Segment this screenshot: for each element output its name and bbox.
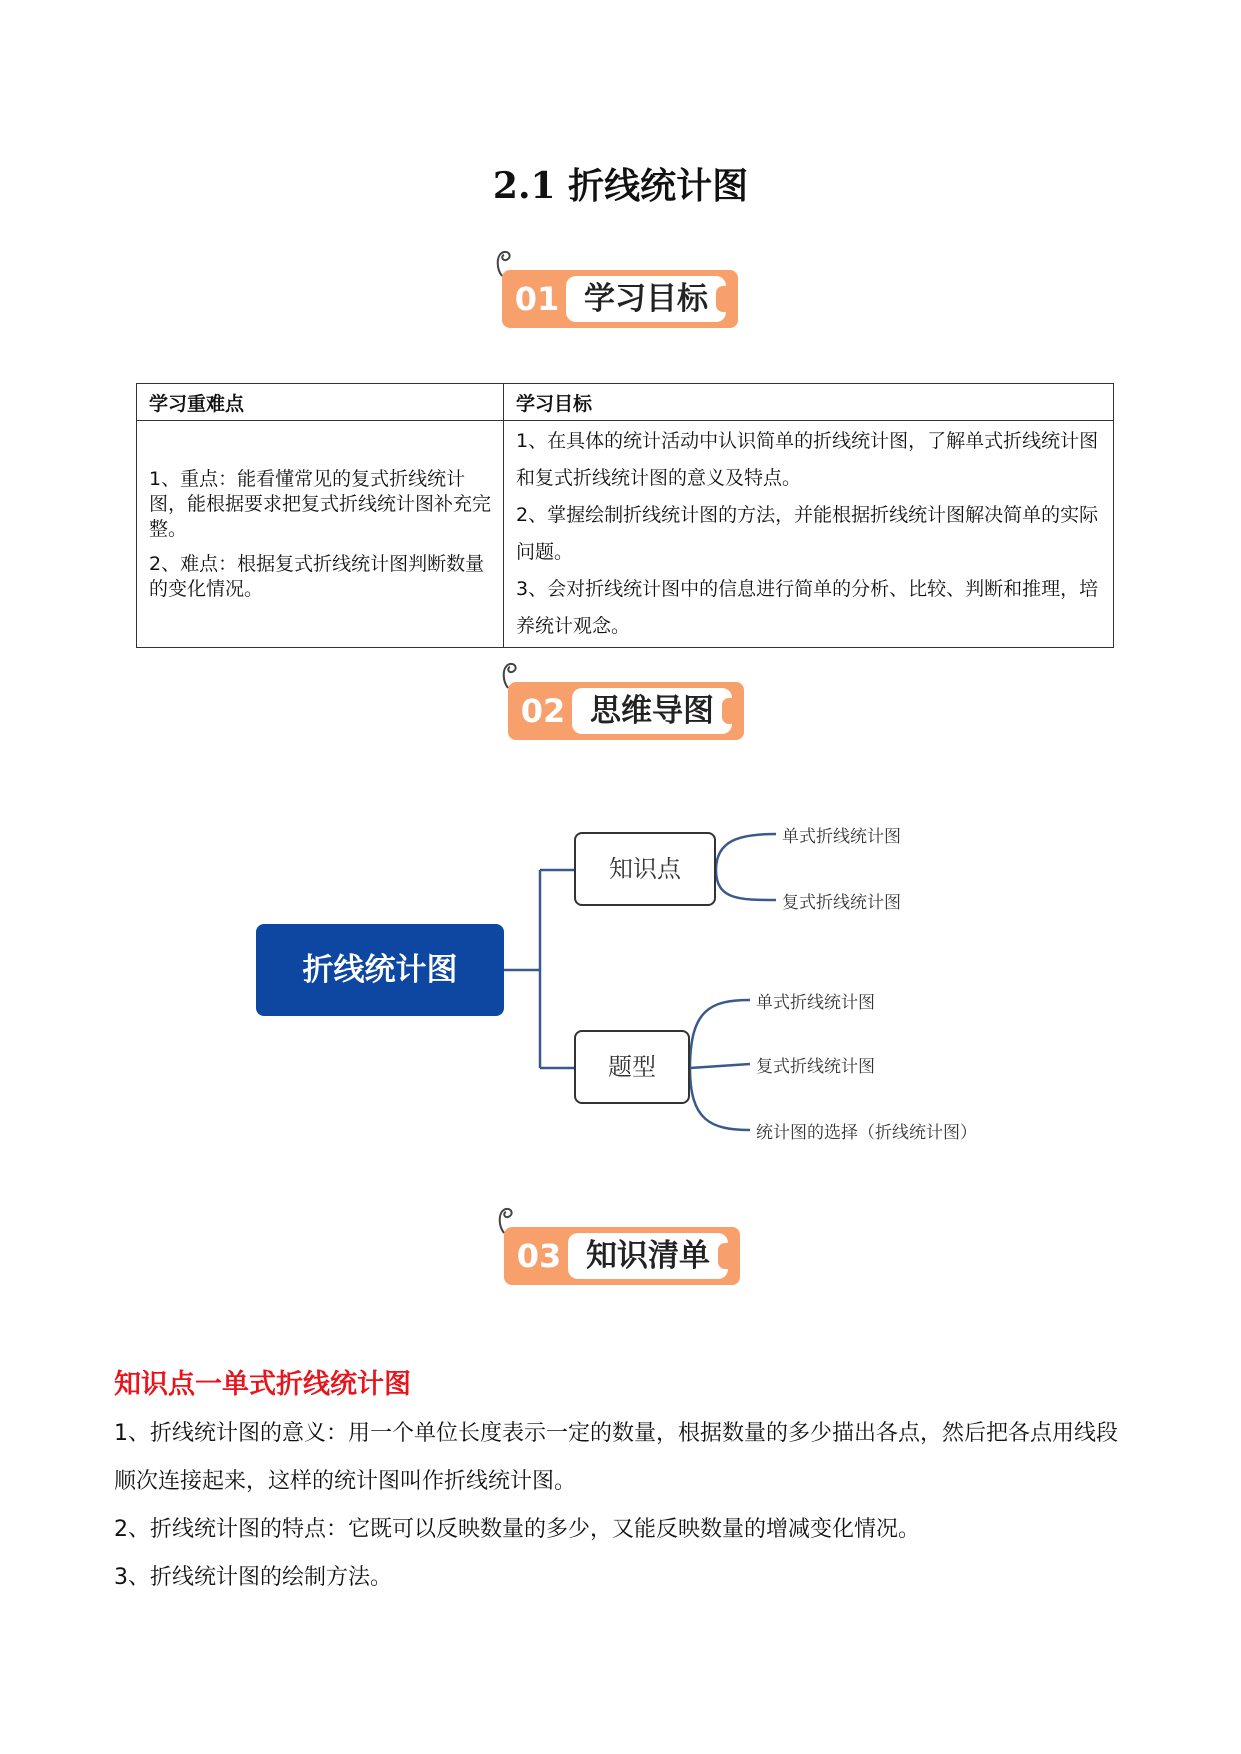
section-number: 02 — [520, 692, 566, 730]
section-number: 01 — [514, 280, 560, 318]
page-title: 2.1 折线统计图 — [492, 165, 749, 207]
mind-map-leaf: 统计图的选择（折线统计图） — [756, 1123, 977, 1143]
section-label: 学习目标 — [566, 276, 726, 322]
mind-map-branch-question-types: 题型 — [574, 1030, 690, 1104]
section-number: 03 — [516, 1237, 562, 1275]
mind-map-leaf: 复式折线统计图 — [782, 893, 901, 913]
objective-item: 1、在具体的统计活动中认识简单的折线统计图，了解单式折线统计图和复式折线统计图的意义及特点。 — [516, 430, 1099, 489]
knowledge-heading: 知识点一单式折线统计图 — [114, 1369, 411, 1400]
mind-map-leaf: 单式折线统计图 — [782, 827, 901, 847]
table-header-key-points: 学习重难点 — [137, 384, 504, 421]
knowledge-item: 2、折线统计图的特点：它既可以反映数量的多少，又能反映数量的增减变化情况。 — [114, 1517, 920, 1542]
mind-map-root: 折线统计图 — [256, 924, 504, 1016]
key-point-item: 1、重点：能看懂常见的复式折线统计图，能根据要求把复式折线统计图补充完整。 — [149, 467, 492, 540]
section-label: 知识清单 — [568, 1233, 728, 1279]
mind-map-leaf: 复式折线统计图 — [756, 1057, 875, 1077]
knowledge-item: 3、折线统计图的绘制方法。 — [114, 1565, 392, 1590]
knowledge-item: 1、折线统计图的意义：用一个单位长度表示一定的数量，根据数量的多少描出各点，然后把各点用线段顺次连接起来，这样的统计图叫作折线统计图。 — [114, 1421, 1119, 1494]
mind-map-branch-knowledge: 知识点 — [574, 832, 716, 906]
section-label: 思维导图 — [572, 688, 732, 734]
objective-item: 3、会对折线统计图中的信息进行简单的分析、比较、判断和推理，培养统计观念。 — [516, 578, 1099, 637]
banner-notch — [718, 1243, 732, 1269]
section-banner-knowledge — [496, 1205, 746, 1295]
table-header-objectives: 学习目标 — [504, 384, 1114, 421]
key-point-item: 2、难点：根据复式折线统计图判断数量的变化情况。 — [149, 552, 485, 600]
mind-map-leaf: 单式折线统计图 — [756, 993, 875, 1013]
objective-item: 2、掌握绘制折线统计图的方法，并能根据折线统计图解决简单的实际问题。 — [516, 504, 1099, 563]
